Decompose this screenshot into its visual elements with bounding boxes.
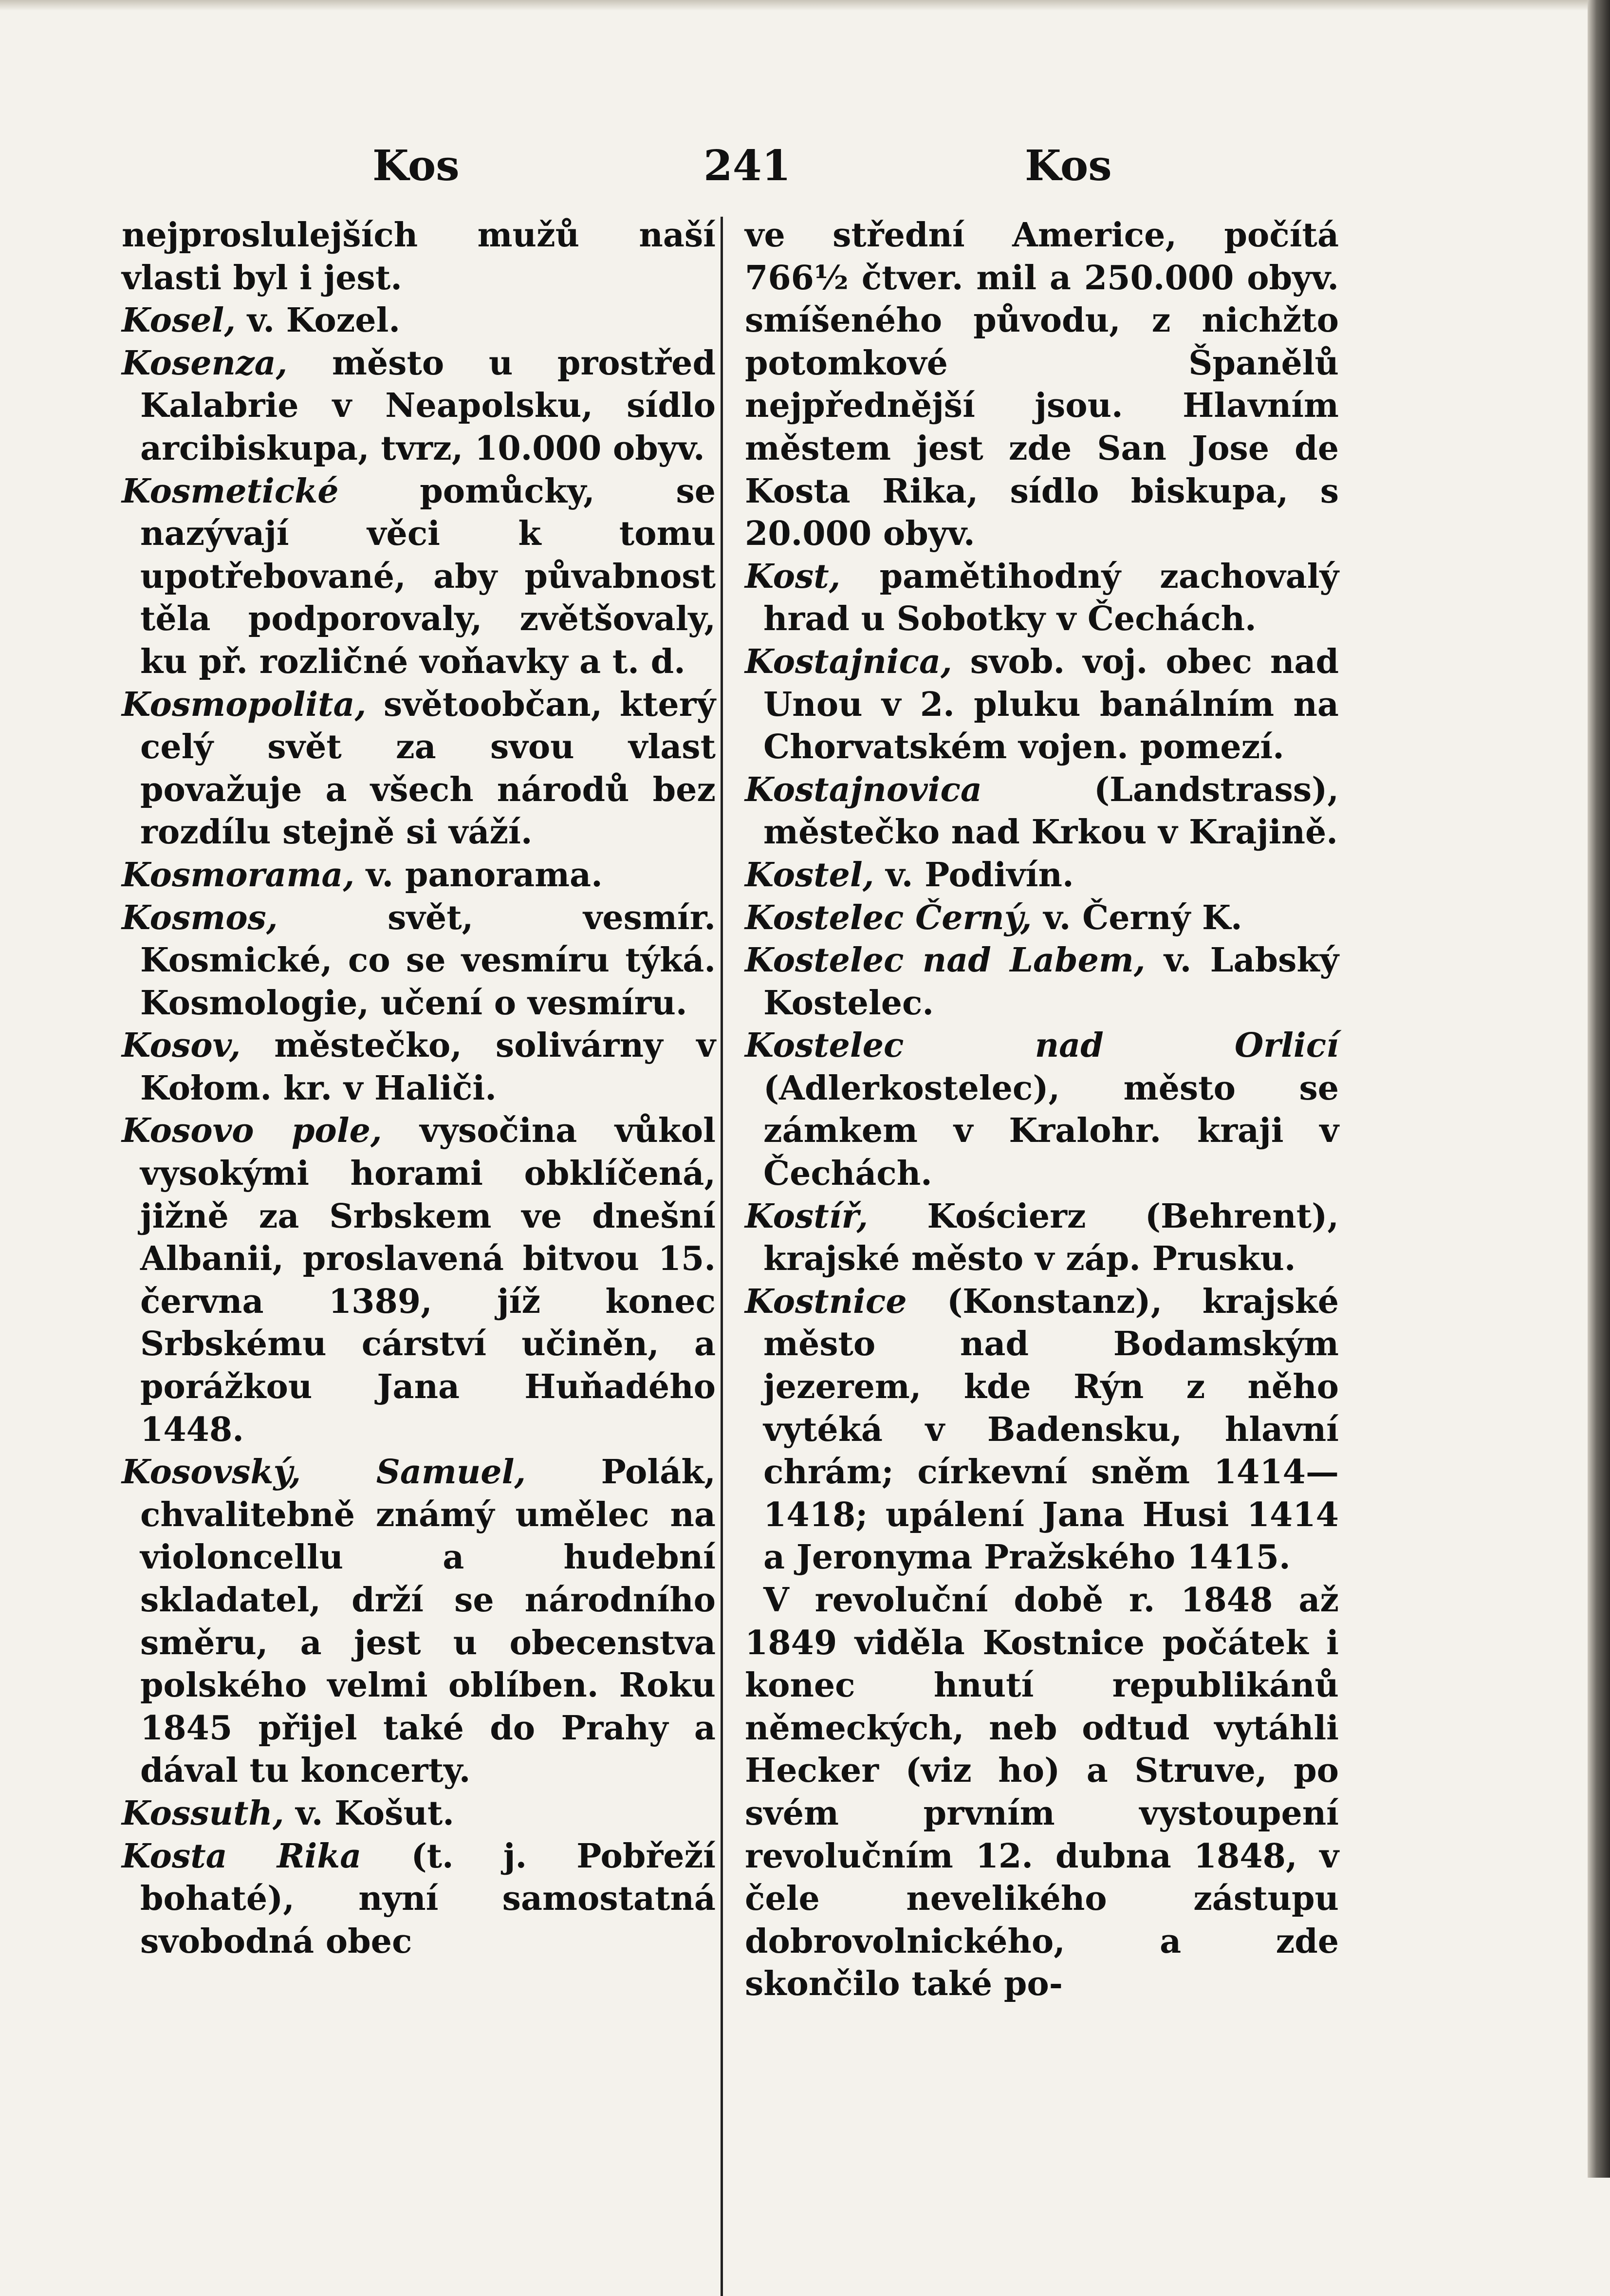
- entry-body: v. Labský Kostelec.: [763, 941, 1339, 1023]
- entry-headword: Kosta Rika: [122, 1836, 362, 1876]
- entry-body: vysočina vůkol vysokými horami obklíčená, jižně za Srbskem ve dnešní Albanii, proslavená bitvou 15. června 1389, jíž konec Srbskému cárství učiněn, a porážkou Jana Huňadého 1448.: [140, 1111, 716, 1449]
- entry-headword: Kosmopolita,: [122, 685, 367, 724]
- entry-body: v. Kozel.: [236, 301, 401, 340]
- dictionary-entry: [122, 684, 716, 854]
- entry-body: svob. voj. obec nad Unou v 2. pluku banálním na Chorvatském vojen. pomezí.: [763, 642, 1339, 767]
- dictionary-entry: [745, 556, 1339, 641]
- entry-body: pomůcky, se nazývají věci k tomu upotřebované, aby půvabnost těla podporovaly, zvětšovaly, ku př. rozličné voňavky a t. d.: [140, 471, 716, 681]
- entry-body: městečko, solivárny v Kołom. kr. v Haliči.: [140, 1026, 716, 1108]
- entry-body: Polák, chvalitebně známý umělec na violoncellu a hudební skladatel, drží se národního směru, a jest u obecenstva polského velmi oblíben. Roku 1845 přijel také do Prahy a dával tu koncerty.: [140, 1453, 716, 1791]
- dictionary-entry: [745, 641, 1339, 769]
- entry-headword: Kostel,: [745, 855, 874, 895]
- dictionary-entry: [122, 470, 716, 684]
- dictionary-entry: [745, 854, 1339, 897]
- entry-headword: Kosovský, Samuel,: [122, 1453, 526, 1492]
- dictionary-entry: [745, 897, 1339, 940]
- entry-headword: Kostelec nad Labem,: [745, 941, 1146, 980]
- page-binding-edge: [1588, 0, 1610, 2178]
- dictionary-entry: [122, 854, 716, 897]
- entry-headword: Kosmetické: [122, 471, 339, 511]
- entry-headword: Kosenza,: [122, 343, 288, 383]
- entry-headword: Kostajnica,: [745, 642, 952, 681]
- paragraph: V revoluční době r. 1848 až 1849 viděla Kostnice počátek i konec hnutí republikánů německých, neb odtud vytáhli Hecker (viz ho) a Struve, po svém prvním vystoupení revolučním 12. dubna 1848, v čele nevelikého zástupu dobrovolnického, a zde skončilo také po-: [745, 1581, 1339, 2004]
- dictionary-entry: [745, 769, 1339, 854]
- entry-headword: Kosovo pole,: [122, 1111, 382, 1151]
- entry-body: město u prostřed Kalabrie v Neapolsku, sídlo arcibiskupa, tvrz, 10.000 obyv.: [140, 343, 716, 468]
- entry-body: (Konstanz), krajské město nad Bodamským jezerem, kde Rýn z něho vytéká v Badensku, hlavní chrám; církevní sněm 1414—1418; upálení Jana Husi 1414 a Jeronyma Pražského 1415.: [763, 1282, 1339, 1577]
- column-rule: [721, 217, 723, 2296]
- page-top-shadow: [0, 0, 1610, 11]
- right-column: [745, 214, 1339, 2006]
- dictionary-entry: [122, 342, 716, 470]
- entry-headword: Kosov,: [122, 1026, 241, 1065]
- entry-body: v. panorama.: [354, 855, 603, 895]
- entry-headword: Kost,: [745, 557, 841, 596]
- entry-headword: Kosel,: [122, 301, 236, 340]
- entry-headword: Kostnice: [745, 1282, 907, 1321]
- entry-body: v. Podivín.: [874, 855, 1074, 895]
- entry-body: (Adlerkostelec), město se zámkem v Kralohr. kraji v Čechách.: [763, 1068, 1339, 1194]
- entry-headword: Kostelec nad Orlicí: [745, 1026, 1339, 1065]
- entry-body: v. Košut.: [284, 1793, 454, 1833]
- entry-body: (t. j. Pobřeží bohaté), nyní samostatná svobodná obec: [140, 1836, 716, 1961]
- entry-body: svět, vesmír. Kosmické, co se vesmíru týká. Kosmologie, učení o vesmíru.: [140, 898, 716, 1023]
- entry-headword: Kostelec Černý,: [745, 898, 1032, 937]
- running-header: [122, 141, 1368, 195]
- dictionary-entry: [122, 299, 716, 342]
- entry-headword: Kossuth,: [122, 1793, 284, 1833]
- header-right-guideword: Kos: [1025, 141, 1112, 190]
- entry-body: Kościerz (Behrent), krajské město v záp. Prusku.: [763, 1196, 1339, 1279]
- dictionary-entry: [122, 1451, 716, 1792]
- entry-headword: Kostajnovica: [745, 770, 982, 809]
- dictionary-entry: [745, 1025, 1339, 1195]
- entry-body: (Landstrass), městečko nad Krkou v Krajině.: [763, 770, 1339, 852]
- dictionary-entry: [122, 1025, 716, 1110]
- page-number: 241: [703, 141, 791, 190]
- dictionary-entry: [745, 1195, 1339, 1281]
- dictionary-entry: [122, 1110, 716, 1451]
- dictionary-entry: [122, 897, 716, 1025]
- dictionary-entry: [122, 1835, 716, 1963]
- entry-headword: Kosmorama,: [122, 855, 355, 895]
- left-column: [122, 214, 716, 1963]
- entry-headword: Kosmos,: [122, 898, 278, 937]
- continuation-text: nejproslulejších mužů naší vlasti byl i jest.: [122, 216, 716, 298]
- continuation-text: ve střední Americe, počítá 766½ čtver. mil a 250.000 obyv. smíšeného původu, z nichžto potomkové Španělů nejpřednější jsou. Hlavním městem jest zde San Jose de Kosta Rika, sídlo biskupa, s 20.000 obyv.: [745, 216, 1339, 554]
- dictionary-entry: [745, 1281, 1339, 1579]
- entry-body: pamětihodný zachovalý hrad u Sobotky v Čechách.: [763, 557, 1339, 639]
- header-left-guideword: Kos: [372, 141, 460, 190]
- dictionary-entry: [122, 1792, 716, 1835]
- entry-body: světoobčan, který celý svět za svou vlast považuje a všech národů bez rozdílu stejně si váží.: [140, 685, 716, 852]
- entry-body: v. Černý K.: [1032, 898, 1242, 937]
- dictionary-entry: [745, 939, 1339, 1025]
- entry-headword: Kostíř,: [745, 1196, 869, 1236]
